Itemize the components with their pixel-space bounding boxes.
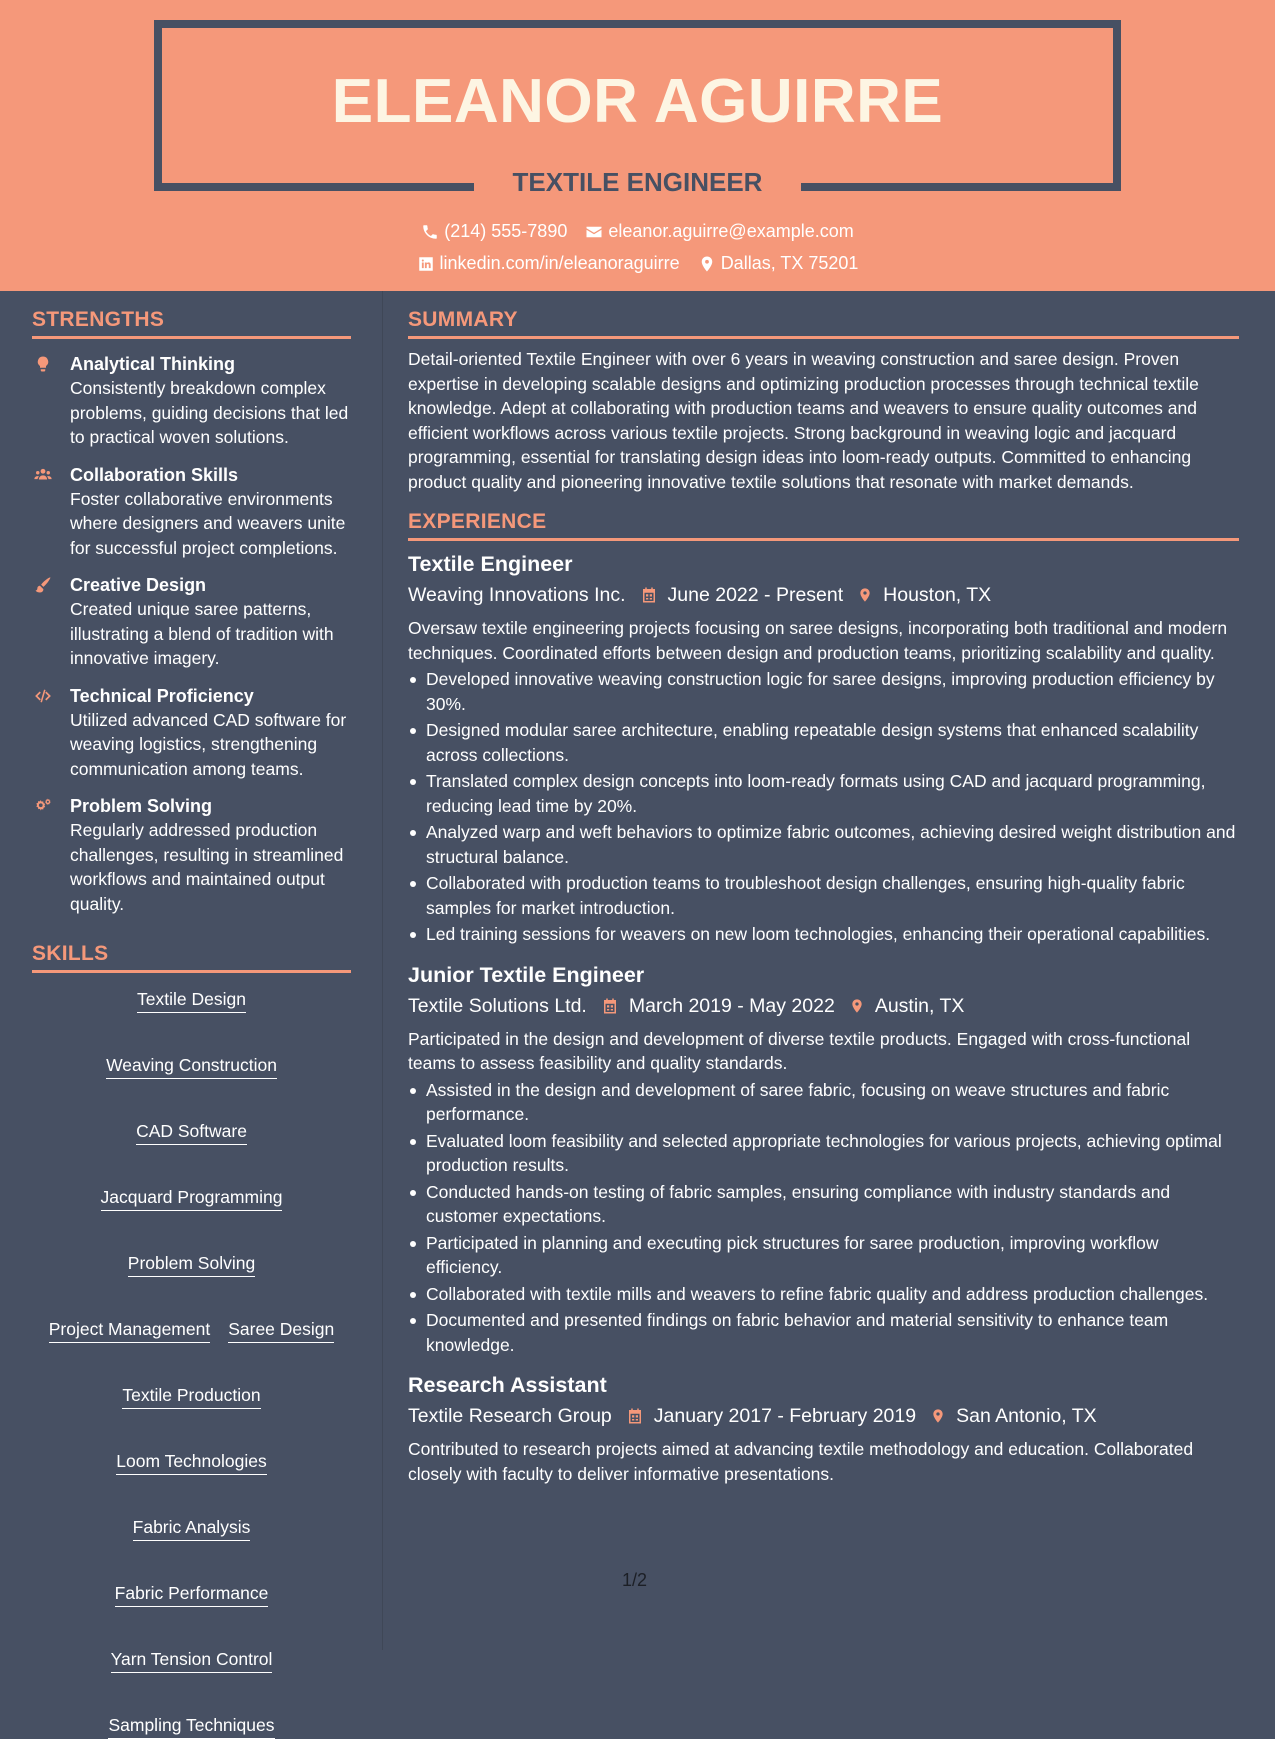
- strength-description: Consistently breakdown complex problems, guiding decisions that led to practical woven solutions.: [70, 378, 349, 447]
- contact-location: [698, 253, 859, 274]
- contact-linkedin[interactable]: [417, 253, 680, 274]
- job-bullet: Designed modular saree architecture, enabling repeatable design systems that enhanced scalability across collections.: [408, 718, 1239, 767]
- phone-text: (214) 555-7890: [444, 221, 568, 241]
- linkedin-text: linkedin.com/in/eleanoraguirre: [439, 253, 680, 273]
- skills-list: [32, 989, 351, 1739]
- job-company: Weaving Innovations Inc.: [408, 584, 626, 606]
- experience-heading: EXPERIENCE: [408, 510, 1239, 541]
- skill-tag: Jacquard Programming: [101, 1187, 283, 1211]
- skill-tag: Textile Production: [122, 1385, 260, 1409]
- calendar-icon: [601, 996, 619, 1016]
- job-bullet: Led training sessions for weavers on new loom technologies, enhancing their operational capabilities.: [408, 922, 1239, 947]
- lightbulb-icon: [32, 355, 54, 373]
- envelope-icon: [585, 223, 603, 241]
- strength-item: [32, 463, 351, 561]
- summary-heading: SUMMARY: [408, 308, 1239, 339]
- gears-icon: [32, 797, 54, 815]
- contact-row-secondary: [0, 253, 1275, 274]
- map-pin-icon: [857, 585, 873, 605]
- map-pin-icon: [849, 996, 865, 1016]
- job-dates: March 2019 - May 2022: [628, 994, 835, 1017]
- job-bullet: Developed innovative weaving construction logic for saree designs, improving production efficiency by 30%.: [408, 667, 1239, 716]
- job-entry: [408, 550, 1239, 947]
- name-frame: [154, 20, 1121, 191]
- job-company: Textile Solutions Ltd.: [408, 994, 587, 1017]
- job-bullet: Collaborated with textile mills and weavers to refine fabric quality and address production challenges.: [408, 1282, 1239, 1307]
- left-column: [32, 291, 351, 1739]
- strength-item: [32, 573, 351, 671]
- phone-icon: [421, 223, 439, 241]
- skill-tag: Project Management: [49, 1319, 210, 1343]
- paintbrush-icon: [32, 576, 54, 594]
- strength-title: Collaboration Skills: [70, 464, 239, 485]
- strength-description: Utilized advanced CAD software for weaving logistics, strengthening communication among teams.: [70, 709, 347, 779]
- strength-description: Created unique saree patterns, illustrating a blend of tradition with innovative imagery.: [70, 599, 334, 668]
- strength-item: [32, 352, 351, 450]
- strength-description: Regularly addressed production challenges, resulting in streamlined workflows and maintained output quality.: [70, 820, 344, 914]
- skill-tag: Fabric Analysis: [133, 1517, 251, 1541]
- job-bullets: [408, 667, 1239, 947]
- contact-row-primary: [0, 221, 1275, 242]
- summary-text: Detail-oriented Textile Engineer with over 6 years in weaving construction and saree design. Proven expertise in developing scalable designs and optimizing production processes through technical textile knowledge. Adept at collaborating with production teams and weavers to ensure quality outcomes and efficient workflows across various textile projects. Strong background in weaving logic and jacquard programming, essential for translating design ideas into loom-ready outputs. Committed to enhancing product quality and pioneering innovative textile solutions that resonate with market demands.: [408, 349, 1199, 492]
- job-meta: [408, 582, 1239, 608]
- strength-title: Creative Design: [70, 575, 207, 595]
- strength-description: Foster collaborative environments where designers and weavers unite for successful project completions.: [70, 488, 346, 558]
- resume-header: [0, 0, 1275, 291]
- skill-tag: Problem Solving: [128, 1253, 255, 1277]
- job-role: Junior Textile Engineer: [408, 962, 645, 987]
- job-meta: [408, 993, 1239, 1019]
- candidate-title: TEXTILE ENGINEER: [512, 167, 763, 197]
- skill-tag: CAD Software: [136, 1121, 247, 1145]
- strength-title: Technical Proficiency: [70, 685, 254, 706]
- job-bullet: Participated in planning and executing pick structures for saree production, improving workflow efficiency.: [408, 1231, 1239, 1280]
- job-location: San Antonio, TX: [956, 1405, 1097, 1427]
- job-location: Houston, TX: [883, 584, 992, 606]
- job-role: Research Assistant: [408, 1373, 607, 1397]
- job-entry: [408, 1371, 1239, 1486]
- job-dates: January 2017 - February 2019: [653, 1405, 917, 1427]
- skills-heading: SKILLS: [32, 942, 351, 973]
- job-bullet: Conducted hands-on testing of fabric samples, ensuring compliance with industry standards and customer expectations.: [408, 1180, 1239, 1229]
- job-bullet: Documented and presented findings on fabric behavior and material sensitivity to enhance team knowledge.: [408, 1308, 1239, 1357]
- job-description: Participated in the design and development of diverse textile products. Engaged with cross-functional teams to assess feasibility and quality standards.: [408, 1028, 1191, 1073]
- map-pin-icon: [930, 1406, 946, 1426]
- job-role: Textile Engineer: [408, 552, 573, 576]
- strength-title: Analytical Thinking: [70, 354, 236, 374]
- job-meta: [408, 1403, 1239, 1429]
- page-number: 1/2: [622, 1570, 648, 1590]
- candidate-name: ELEANOR AGUIRRE: [331, 67, 944, 136]
- strength-item: [32, 794, 351, 916]
- calendar-icon: [626, 1406, 644, 1426]
- job-bullet: Assisted in the design and development of saree fabric, focusing on weave structures and fabric performance.: [408, 1078, 1239, 1127]
- skill-tag: Weaving Construction: [106, 1055, 277, 1079]
- location-text: Dallas, TX 75201: [720, 253, 859, 273]
- strength-title: Problem Solving: [70, 796, 213, 816]
- job-bullet: Translated complex design concepts into loom-ready formats using CAD and jacquard programming, reducing lead time by 20%.: [408, 769, 1239, 818]
- users-icon: [32, 466, 54, 484]
- job-company: Textile Research Group: [408, 1405, 612, 1427]
- job-bullet: Collaborated with production teams to troubleshoot design challenges, ensuring high-quality fabric samples for market introduction.: [408, 871, 1239, 920]
- job-location: Austin, TX: [874, 994, 965, 1017]
- skill-tag: Loom Technologies: [116, 1451, 266, 1475]
- skill-tag: Fabric Performance: [115, 1583, 269, 1607]
- contact-email[interactable]: [585, 221, 853, 242]
- job-bullets: [408, 1078, 1239, 1358]
- job-bullet: Analyzed warp and weft behaviors to optimize fabric outcomes, achieving desired weight distribution and structural balance.: [408, 820, 1239, 869]
- job-dates: June 2022 - Present: [667, 584, 844, 606]
- calendar-icon: [640, 585, 658, 605]
- job-bullet: Evaluated loom feasibility and selected appropriate technologies for various projects, achieving optimal production results.: [408, 1129, 1239, 1178]
- map-pin-icon: [698, 255, 716, 273]
- column-divider: [382, 291, 383, 1650]
- contact-phone[interactable]: [421, 221, 567, 242]
- strength-item: [32, 684, 351, 782]
- skill-tag: Yarn Tension Control: [111, 1649, 273, 1673]
- strengths-heading: STRENGTHS: [32, 308, 351, 339]
- email-text: eleanor.aguirre@example.com: [608, 221, 854, 241]
- job-entry: [408, 961, 1239, 1358]
- linkedin-icon: [417, 255, 435, 273]
- skill-tag: Textile Design: [137, 989, 246, 1013]
- skill-tag: Sampling Techniques: [108, 1715, 274, 1739]
- right-column: [408, 291, 1239, 1486]
- skill-tag: Saree Design: [228, 1319, 334, 1343]
- job-description: Oversaw textile engineering projects focusing on saree designs, incorporating both traditional and modern techniques. Coordinated efforts between design and production teams, prioritizing scalability and quality.: [408, 618, 1228, 663]
- job-description: Contributed to research projects aimed at advancing textile methodology and education. Collaborated closely with faculty to deliver informative presentations.: [408, 1439, 1194, 1484]
- code-icon: [32, 687, 54, 705]
